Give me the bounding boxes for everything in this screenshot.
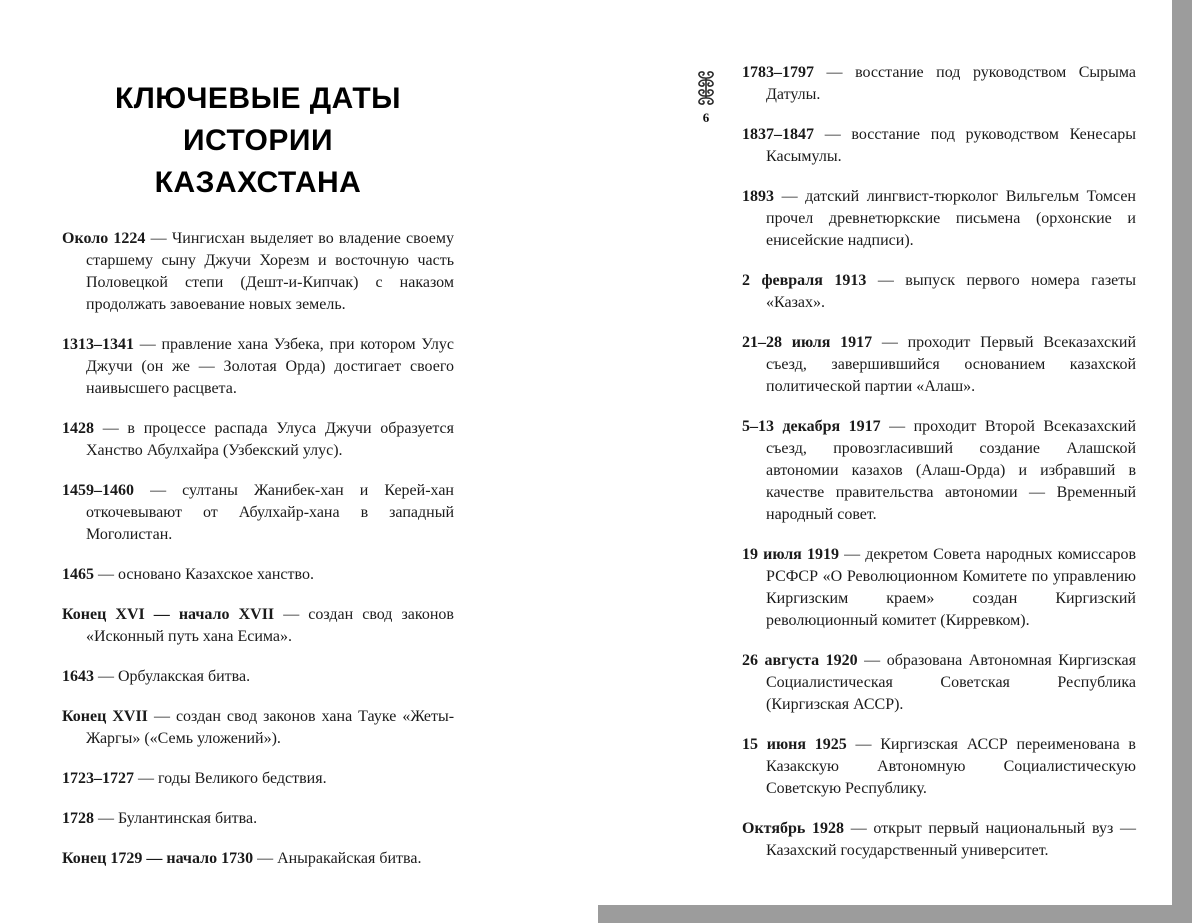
entry-date: 1728 (62, 810, 94, 827)
timeline-entry (62, 564, 454, 586)
timeline-entry (62, 228, 454, 316)
page-title-line: ИСТОРИИ (182, 124, 334, 157)
entry-date: 1723–1727 (62, 770, 134, 787)
entry-date: Октябрь 1928 (742, 820, 845, 837)
page-title (62, 78, 454, 204)
timeline-entry (62, 666, 454, 688)
entry-date: 1837–1847 (742, 126, 814, 143)
entry-text: — создан свод законов хана Тауке «Жеты-Жаргы» («Семь уложений»). (86, 708, 455, 747)
entry-date: 26 августа 1920 (742, 652, 858, 669)
entry-text: — годы Великого бедствия. (138, 770, 327, 787)
entry-text: — восстание под руководством Кенесары Касымулы. (766, 126, 1136, 165)
entry-text: — выпуск первого номера газеты «Казах». (766, 272, 1137, 311)
entry-text: — проходит Первый Всеказахский съезд, завершившийся основанием казахской политической партии «Алаш». (766, 334, 1137, 395)
entry-text: — проходит Второй Всеказахский съезд, провозгласивший создание Алашской автономии казахов (Алаш-Орда) и избравший в качестве правительства автономии — Временный народный совет. (766, 418, 1137, 523)
entry-text: — Булантинская битва. (98, 810, 258, 827)
page-number: 6 (702, 110, 710, 125)
entry-text: — декретом Совета народных комиссаров РСФСР «О Революционном Комитете по управлению Киргизским краем» создан Киргизский революционный комитет (Кирревком). (766, 546, 1137, 629)
entry-date: 1465 (62, 566, 94, 583)
folio-block (686, 70, 726, 126)
timeline-entry (742, 416, 1136, 526)
entry-text: — открыт первый национальный вуз — Казахский государственный университет. (766, 820, 1137, 859)
timeline-entry (62, 418, 454, 462)
timeline-entry (62, 706, 454, 750)
entry-text: — Чингисхан выделяет во владение своему старшему сыну Джучи Хорезм и восточную часть Половецкой степи (Дешт-и-Кипчак) с наказом продолжать завоевание новых земель. (86, 230, 455, 313)
timeline-entry (62, 334, 454, 400)
entry-date: Около 1224 (62, 230, 146, 247)
entry-date: 1428 (62, 420, 94, 437)
entry-date: Конец XVII (62, 708, 148, 725)
timeline-entry (62, 768, 454, 790)
entry-text: — в процессе распада Улуса Джучи образуется Ханство Абулхайра (Узбекский улус). (86, 420, 455, 459)
entry-date: 1459–1460 (62, 482, 134, 499)
ornament-icon (693, 70, 719, 106)
entry-text: — образована Автономная Киргизская Социалистическая Советская Республика (Киргизская АССР). (766, 652, 1137, 713)
timeline-entry (742, 62, 1136, 106)
entry-text: — султаны Жанибек-хан и Керей-хан откочевывают от Абулхайр-хана в западный Моголистан. (86, 482, 454, 543)
timeline-entry (742, 650, 1136, 716)
entry-date: 19 июля 1919 (742, 546, 839, 563)
entry-text: — основано Казахское ханство. (98, 566, 314, 583)
entry-date: 21–28 июля 1917 (742, 334, 873, 351)
entry-text: — создан свод законов «Исконный путь хана Есима». (86, 606, 454, 645)
right-page (742, 62, 1136, 862)
reader-edge-bottom (598, 905, 1172, 923)
entry-text: — датский лингвист-тюрколог Вильгельм Томсен прочел древнетюркские письмена (орхонские и енисейские надписи). (766, 188, 1136, 249)
entry-date: 2 февраля 1913 (742, 272, 867, 289)
timeline-entry (742, 270, 1136, 314)
timeline-entry (742, 734, 1136, 800)
timeline-entry (62, 480, 454, 546)
reader-edge-right (1172, 0, 1192, 923)
timeline-entry (62, 808, 454, 830)
entry-date: Конец XVI — начало XVII (62, 606, 275, 623)
timeline-entry (62, 848, 454, 870)
left-page (62, 58, 454, 870)
entry-text: — Орбулакская битва. (98, 668, 251, 685)
timeline-entry (742, 544, 1136, 632)
page-title-line: КЛЮЧЕВЫЕ ДАТЫ (114, 82, 402, 115)
entry-text: — Киргизская АССР переименована в Казакскую Автономную Социалистическую Советскую Республику. (766, 736, 1136, 797)
timeline-entry (742, 818, 1136, 862)
entry-date: 1313–1341 (62, 336, 134, 353)
timeline-entry (742, 124, 1136, 168)
entry-date: 1643 (62, 668, 94, 685)
entry-date: Конец 1729 — начало 1730 (62, 850, 254, 867)
entry-date: 1893 (742, 188, 774, 205)
timeline-entry (742, 186, 1136, 252)
entry-date: 15 июня 1925 (742, 736, 847, 753)
entry-date: 1783–1797 (742, 64, 814, 81)
entry-date: 5–13 декабря 1917 (742, 418, 881, 435)
entry-text: — восстание под руководством Сырыма Датулы. (766, 64, 1137, 103)
timeline-entry (62, 604, 454, 648)
entry-text: — правление хана Узбека, при котором Улус Джучи (он же — Золотая Орда) достигает своего наивысшего расцвета. (86, 336, 454, 397)
page-title-line: КАЗАХСТАНА (154, 166, 362, 199)
timeline-entry (742, 332, 1136, 398)
entry-text: — Аныракайская битва. (257, 850, 422, 867)
